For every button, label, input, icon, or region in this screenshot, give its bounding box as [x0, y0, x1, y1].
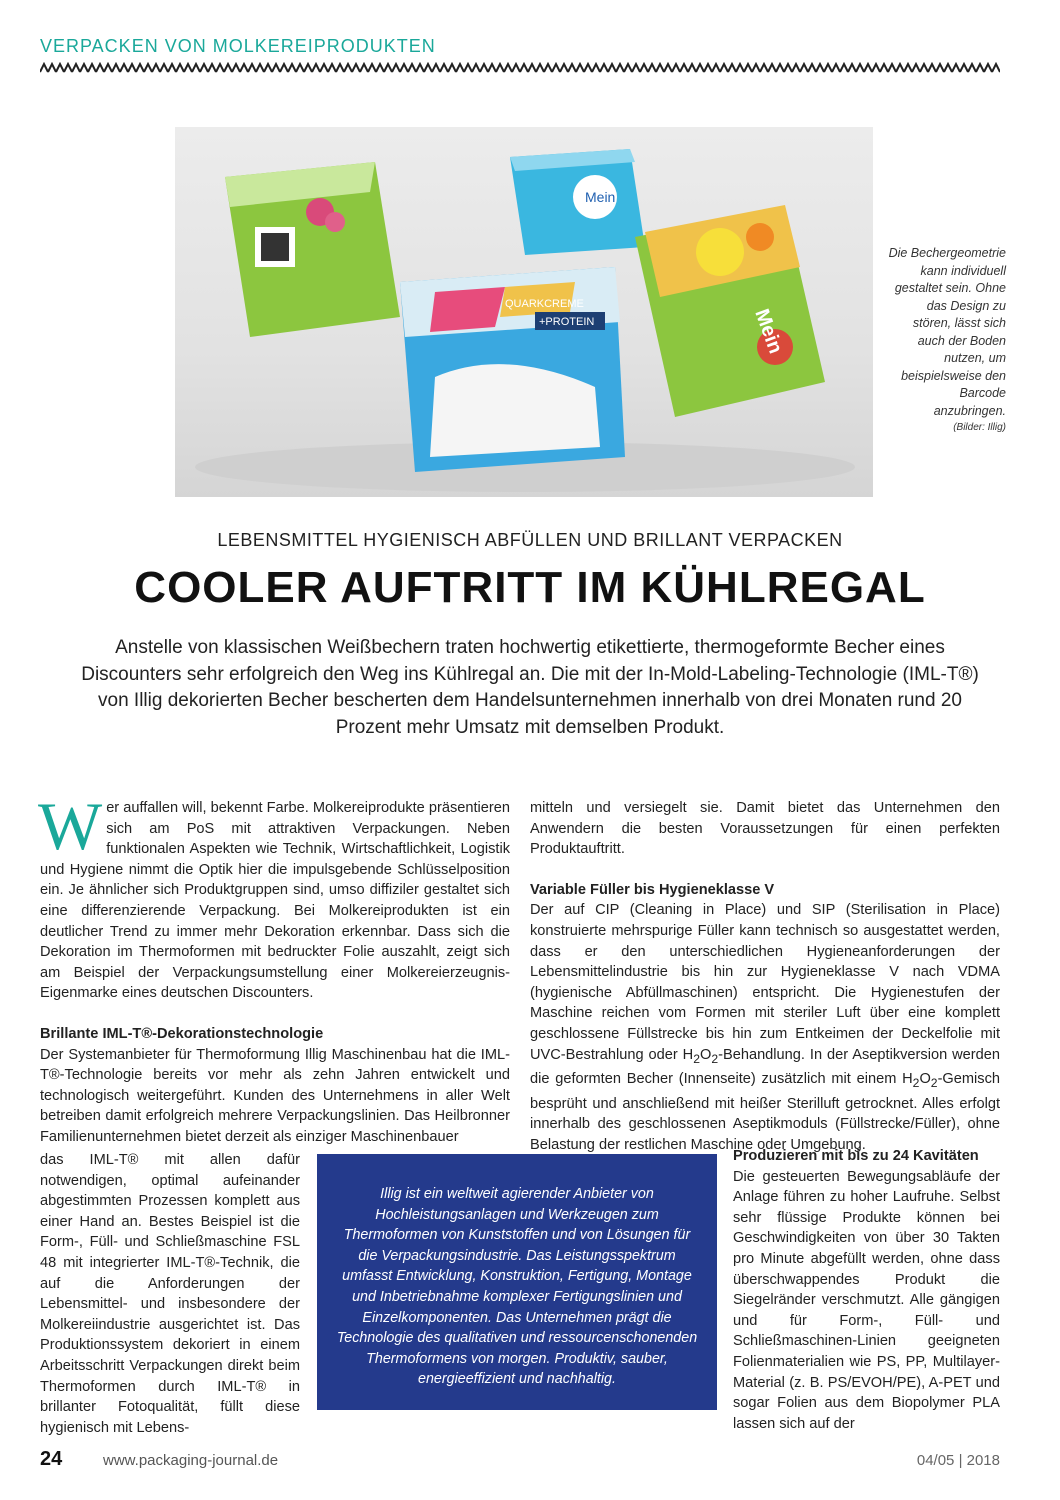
- article-headline: COOLER AUFTRITT IM KÜHLREGAL: [134, 563, 926, 612]
- website-link[interactable]: www.packaging-journal.de: [103, 1452, 279, 1469]
- column-1-continued: [40, 1150, 300, 1438]
- intro-text: er auffallen will, bekennt Farbe. Molkereiprodukte präsentieren sich am PoS mit attraktiven Verpackungen. Neben funktionalen Aspekten wie Technik, Wirtschaftlichkeit, Logistik und Hygiene nimmt die Optik hier die impulsgebende Schlüsselposition ein. Je ähnlicher sich Produktgruppen sind, umso diffiziler gestaltet sich eine differenzierende Verpackung. Bei Molkereiprodukten ist ein deutlicher Trend zu immer mehr Dekoration erkennbar. Dass sich die Dekoration im Thermoformen mit bedruckter Folie auszahlt, zeigt sich am Beispiel der Verpackungsumstellung einer Molkereierzeugnis-Eigenmarke eines deutschen Discounters.: [40, 800, 510, 1002]
- paragraph-kavitaeten: Die gesteuerten Bewegungsabläufe der Anlage führen zu hoher Laufruhe. Selbst sehr flüssige Produkte können bei Geschwindigkeiten von über 30 Takten pro Minute abgefüllt werden, ohne dass überschwappendes Produkt die Siegelränder verschmutzt. Alle gängigen und für Form-, Füll- und Schließmaschinen-Linien geeigneten Folienmaterialien wie PS, PP, Multilayer-Material (z. B. PS/EVOH/PE), A-PET und sogar Folien aus dem Biopolymer PLA lassen sich auf der: [733, 1168, 1000, 1432]
- article-lead: Anstelle von klassischen Weißbechern traten hochwertig etikettierte, thermogeformte Becher eines Discounters sehr erfolgreich den Weg ins Kühlregal an. Die mit der In-Mold-Labeling-Technologie (IML-T®) von Illig dekorierten Becher bescherten dem Handelsunternehmen innerhalb von drei Monaten rund 20 Prozent mehr Umsatz mit demselben Produkt.: [81, 637, 979, 738]
- subheading-iml: Brillante IML-T®-Dekorationstechnologie: [40, 1025, 324, 1042]
- cup-center-protein: +PROTEIN: [539, 316, 595, 328]
- spacer: [530, 860, 1000, 880]
- spacer: [40, 1004, 510, 1024]
- yogurt-cups-illustration: [175, 127, 873, 497]
- drop-cap: W: [38, 788, 103, 864]
- cup-left: [225, 162, 400, 337]
- paragraph-iml-continued: das IML-T® mit allen dafür notwendigen, optimal aufeinander abgestimmten Prozessen komplett aus einer Hand an. Bestes Beispiel ist die Form-, Füll- und Schließmaschine FSL 48 mit integrierter IML-T®-Technik, die auf die Anforderungen der Lebensmittel- und insbesondere der Molkereiindustrie ausgerichtet ist. Das Produktionssystem dekoriert in einem Arbeitsschritt Verpackungen direkt beim Thermoformen durch IML-T® in brillanter Fotoqualität, füllt diese hygienisch mit Lebens-: [40, 1152, 300, 1436]
- cup-back-label: Mein: [585, 189, 616, 205]
- paragraph-col2-start: mitteln und versiegelt sie. Damit bietet das Unternehmen den Anwendern die besten Voraussetzungen für einen perfekten Produktauftritt.: [530, 800, 1000, 858]
- intro-paragraph: [38, 788, 510, 1004]
- photo-caption-text: Die Bechergeometrie kann individuell gestaltet sein. Ohne das Design zu stören, lässt sich auch der Boden nutzen, um beispielsweise den Barcode anzubringen.: [888, 246, 1006, 418]
- issue-date: 04/05 | 2018: [916, 1452, 1000, 1469]
- cup-right-label: Mein: [750, 306, 787, 357]
- section-label: VERPACKEN VON MOLKEREIPRODUKTEN: [40, 36, 436, 56]
- column-3: [733, 1146, 1000, 1434]
- cup-back: [510, 149, 645, 255]
- subheading-fueller: Variable Füller bis Hygieneklasse V: [530, 881, 775, 898]
- header-zigzag-rule: [40, 62, 1000, 74]
- photo-credit: (Bilder: Illig): [953, 422, 1006, 433]
- paragraph-fueller: Der auf CIP (Cleaning in Place) und SIP (Sterilisation in Place) konstruierte mehrspurige Füller kann technisch so ausgestattet werden, dass er den unterschiedlichen Hygieneanforderungen der Lebensmittelindustrie bis hin zur Hygieneklasse V nach VDMA (hygienische Abfüllmaschinen) entspricht. Die Hygienestufen der Maschine reichen vom Formen mit steriler Luft über eine komplett geschlossene Füllstrecke bis hin zum Entkeimen der Deckelfolie mit UVC-Bestrahlung oder $H_2O_2$-Behandlung. In der Aseptikversion werden die geformten Becher (Innenseite) zusätzlich mit einem $H_2O_2$-Gemisch besprüht und anschließend mit heißer Sterilluft getrocknet. Alles erfolgt innerhalb des geschlossenen Aseptikmoduls (Füllstrecke/Füller), ohne Belastung der restlichen Maschine oder Umgebung.: [530, 902, 1001, 1153]
- cup-right: [635, 205, 825, 417]
- subheading-kavitaeten: Produzieren mit bis zu 24 Kavitäten: [733, 1148, 979, 1164]
- paragraph-iml: Der Systemanbieter für Thermoformung Illig Maschinenbau hat die IML-T®-Technologie bereits vor mehr als zehn Jahren entwickelt und technologisch weitergeführt. Kunden des Unternehmens in aller Welt betreiben damit erfolgreich mehrere Verpackungslinien. Das Heilbronner Familienunternehmen bietet derzeit als einziger Maschinenbauer: [40, 1046, 510, 1145]
- page-number: 24: [40, 1448, 63, 1470]
- cup-center: [400, 267, 625, 472]
- photo-caption: [886, 245, 1006, 435]
- column-1: [38, 788, 510, 1148]
- column-2: [530, 798, 1000, 1155]
- article-kicker: LEBENSMITTEL HYGIENISCH ABFÜLLEN UND BRILLANT VERPACKEN: [217, 530, 843, 550]
- cup-center-label: QUARKCREME: [505, 298, 584, 310]
- company-infobox: Illig ist ein weltweit agierender Anbieter von Hochleistungsanlagen und Werkzeugen zum Thermoformen von Kunststoffen und von Lösungen für die Verpackungsindustrie. Das Leistungsspektrum umfasst Entwicklung, Konstruktion, Fertigung, Montage und Inbetriebnahme komplexer Fertigungslinien und Einzelkomponenten. Das Unternehmen prägt die Technologie des qualitativen und ressourcenschonenden Thermoformens von morgen. Produktiv, sauber, energieeffizient und nachhaltig.: [317, 1154, 717, 1410]
- product-photo: [175, 127, 873, 497]
